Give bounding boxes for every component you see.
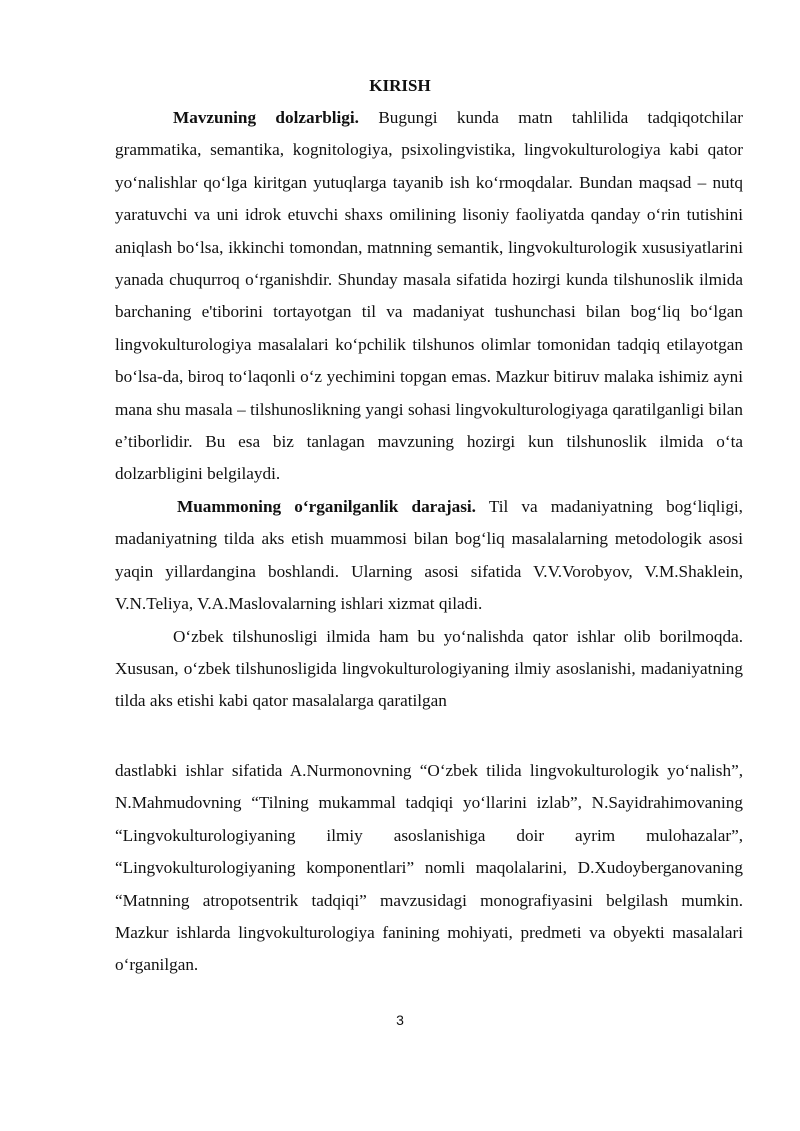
- paragraph-text: Til va madaniyatning bog‘liqligi, madaniyatning tilda aks etish muammosi bilan bog‘liq masalalarning metodologik asosi yaqin yillardangina boshlandi. Ularning asosi sifatida V.V.Vorobyov, V.M.Shaklein, V.N.Teliya, V.A.Maslovalarning ishlari xizmat qiladi.: [115, 496, 743, 614]
- paragraph-lead: Muammoning o‘rganilganlik darajasi.: [177, 496, 476, 516]
- text-block-main: [115, 102, 743, 718]
- paragraph-uzbek-linguistics: [115, 621, 743, 718]
- paragraph-text: O‘zbek tilshunosligi ilmida ham bu yo‘nalishda qator ishlar olib borilmoqda. Xususan, o‘zbek tilshunosligida lingvokulturologiyaning ilmiy asoslanishi, madaniyatning tilda aks etishi kabi qator masalalarga qaratilgan: [115, 626, 743, 711]
- paragraph-relevance: [115, 102, 743, 491]
- paragraph-lead: Mavzuning dolzarbligi.: [173, 108, 359, 127]
- paragraph-text: dastlabki ishlar sifatida A.Nurmonovning “O‘zbek tilida lingvokulturologik yo‘nalish”, N.Mahmudovning “Tilning mukammal tadqiqi yo‘llarini izlab”, N.Sayidrahimovaning “Lingvokulturologiyaning ilmiy asoslanishiga doir ayrim mulohazalar”, “Lingvokulturologiyaning komponentlari” nomli maqolalarini, D.Xudoyberganovaning “Matnning atropotsentrik tadqiqi” mavzusidagi monografiyasini belgilash mumkin. Mazkur ishlarda lingvokulturologiya fanining mohiyati, predmeti va obyekti masalalari o‘rganilgan.: [115, 761, 743, 975]
- text-block-continued: [115, 755, 743, 982]
- page-number: 3: [396, 1012, 404, 1028]
- paragraph-early-works: [115, 755, 743, 982]
- paragraph-text: Bugungi kunda matn tahlilida tadqiqotchilar grammatika, semantika, kognitologiya, psixolingvistika, lingvokulturologiya kabi qator yo‘nalishlar qo‘lga kiritgan yutuqlarga tayanib ish ko‘rmoqdalar. Bundan maqsad – nutq yaratuvchi va uni idrok etuvchi shaxs omilining lisoniy faoliyatda qanday o‘rin tutishini aniqlash bo‘lsa, ikkinchi tomondan, matnning semantik, lingvokulturologik xususiyatlarini yanada chuqurroq o‘rganishdir. Shunday masala sifatida hozirgi kunda tilshunoslik ilmida barchaning e'tiborini tortayotgan til va madaniyat tushunchasi bilan bog‘liq bo‘lgan lingvokulturologiya masalalari ko‘pchilik tilshunos olimlar tomonidan tadqiq etilayotgan bo‘lsa-da, biroq to‘laqonli o‘z yechimini topgan emas. Mazkur bitiruv malaka ishimiz ayni mana shu masala – tilshunoslikning yangi sohasi lingvokulturologiyaga qaratilganligi bilan e’tiborlidir. Bu esa biz tanlagan mavzuning hozirgi kun tilshunoslik ilmida o‘ta dolzarbligini belgilaydi.: [115, 108, 744, 484]
- paragraph-study-degree: [115, 491, 743, 621]
- section-heading: KIRISH: [369, 76, 431, 95]
